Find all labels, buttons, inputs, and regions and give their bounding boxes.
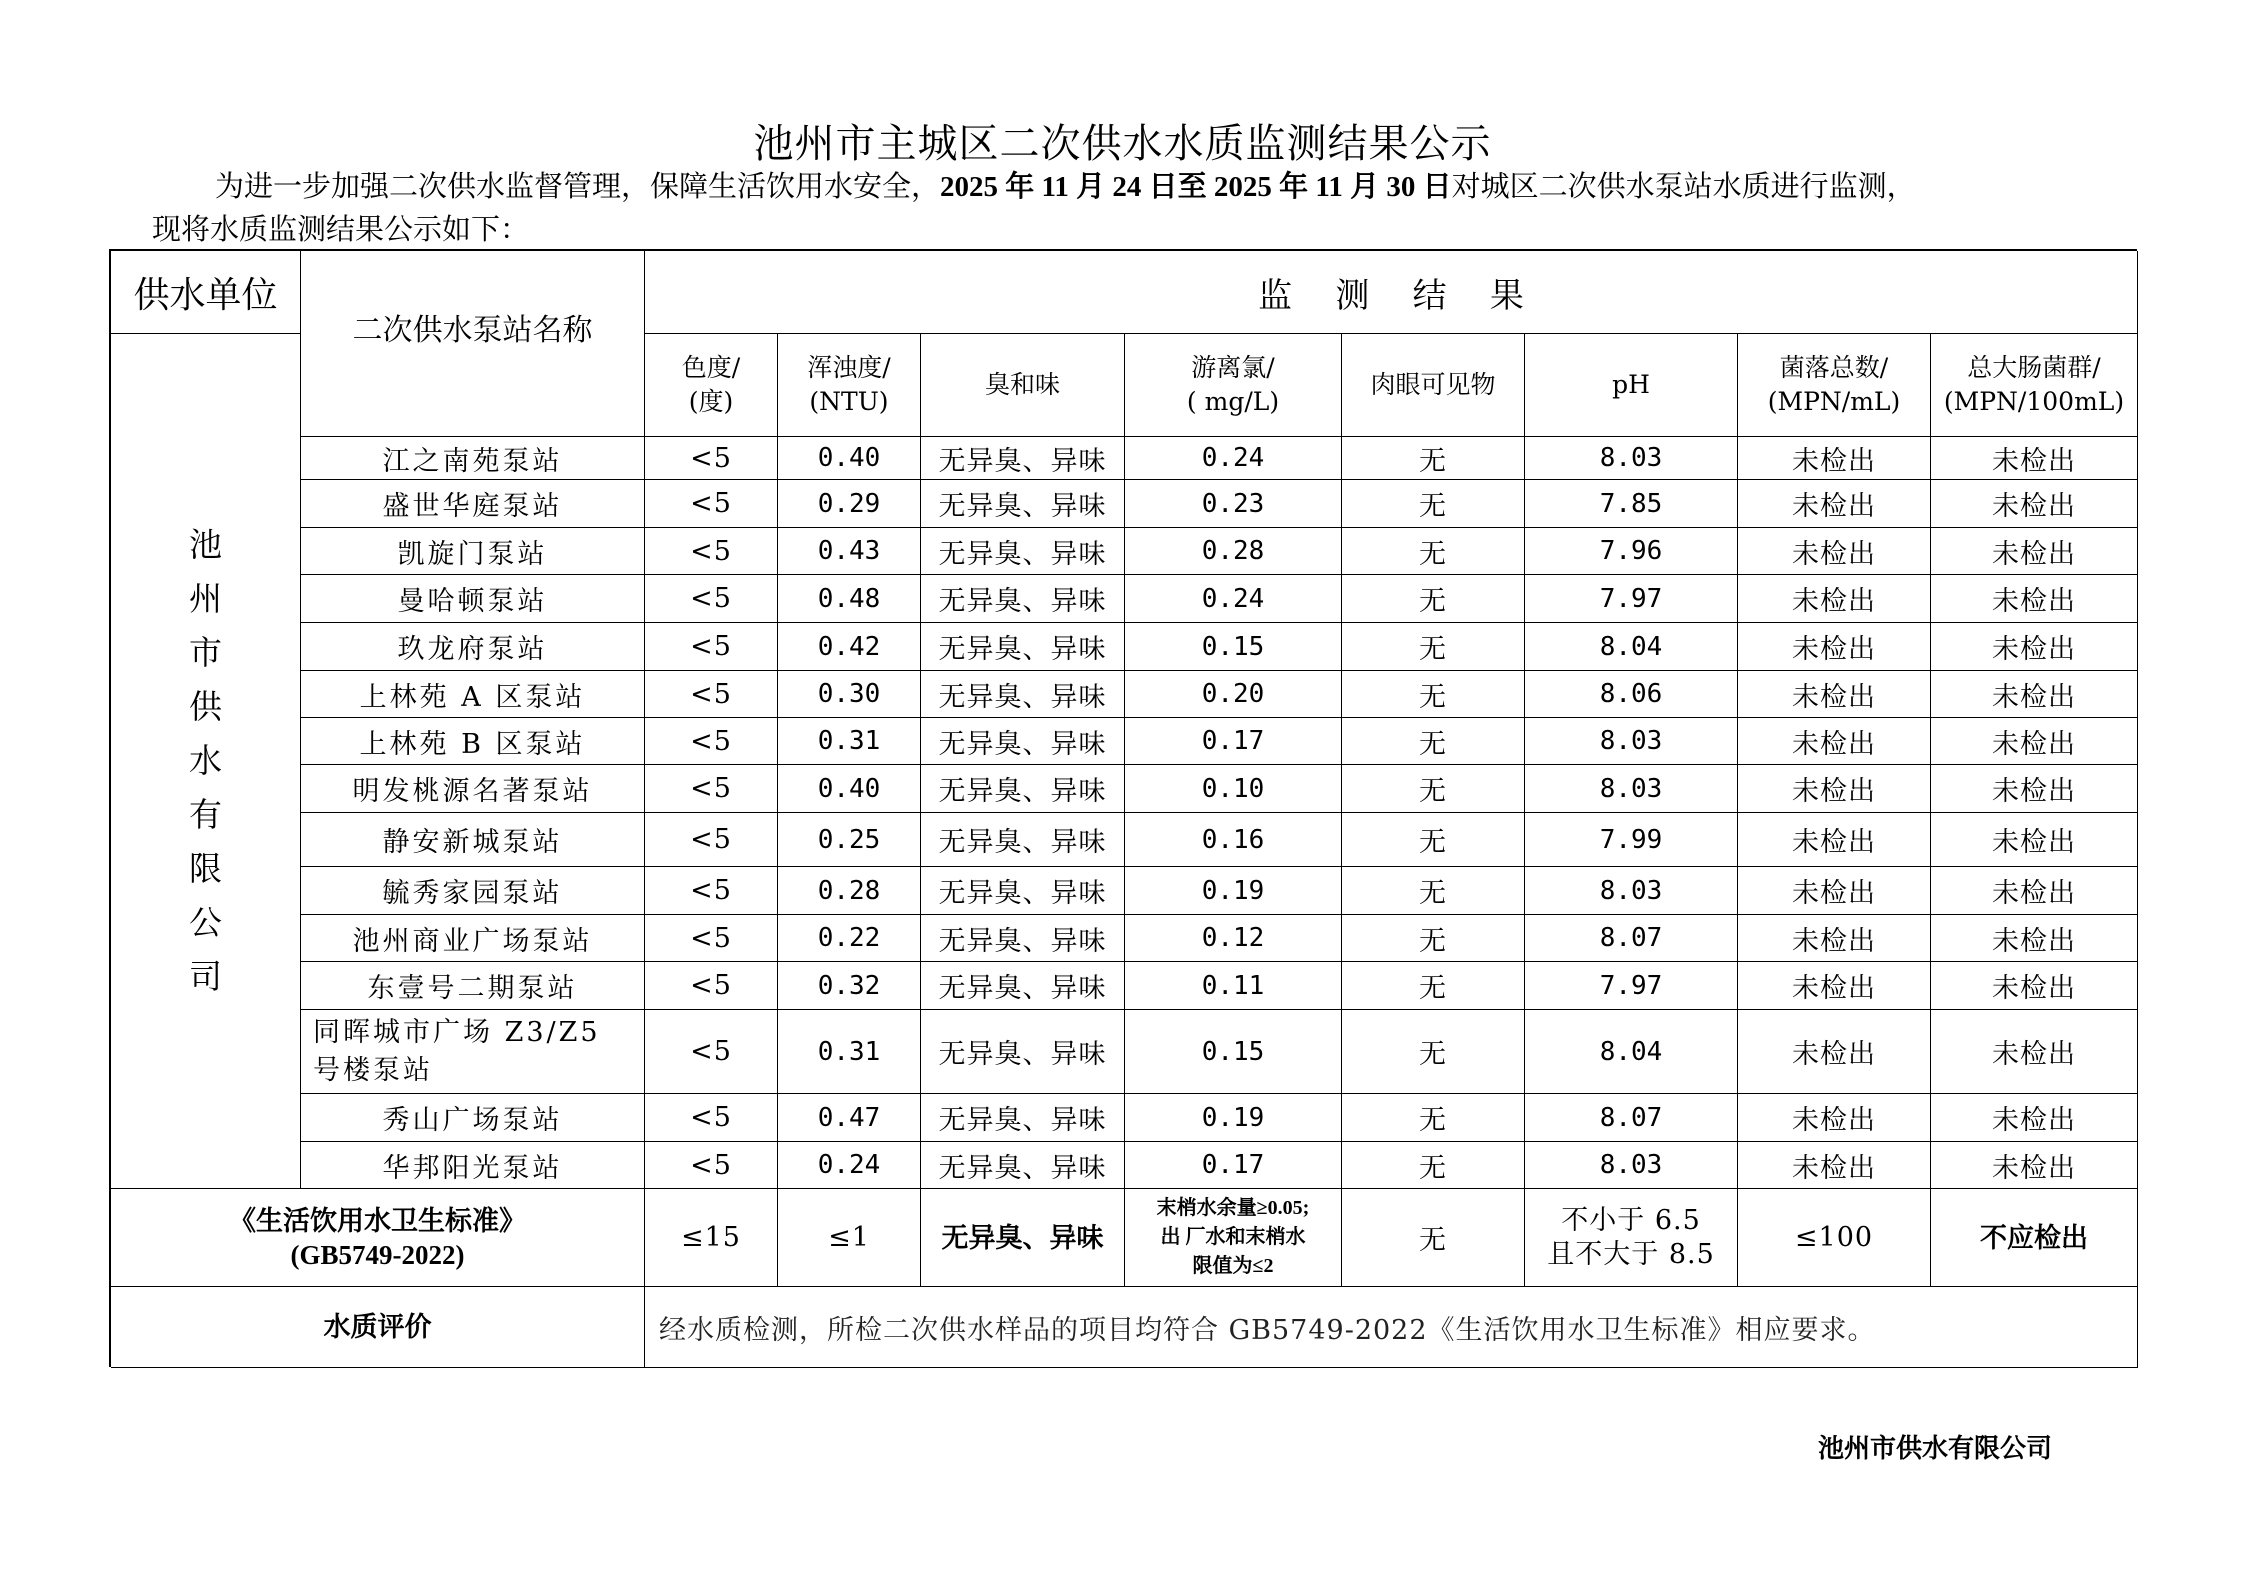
cell-color: <5	[645, 623, 778, 671]
cell-turbidity: 0.29	[778, 480, 921, 528]
station-name: 秀山广场泵站	[301, 1094, 645, 1142]
cell-ph: 8.04	[1525, 1010, 1738, 1094]
column-header	[1525, 334, 1738, 437]
cell-turbidity: 0.24	[778, 1142, 921, 1189]
column-header	[1931, 334, 2138, 437]
column-header-label: 菌落总数/	[1779, 353, 1889, 382]
standard-colonies: ≤100	[1738, 1189, 1931, 1287]
cell-coliform: 未检出	[1931, 623, 2138, 671]
cell-visible: 无	[1342, 528, 1525, 575]
cell-odor: 无异臭、异味	[921, 1142, 1125, 1189]
cell-chlorine: 0.20	[1125, 671, 1342, 718]
column-header-unit: (MPN/100mL)	[1943, 387, 2125, 416]
cell-color: <5	[645, 867, 778, 915]
cell-color: <5	[645, 813, 778, 867]
cell-visible: 无	[1342, 962, 1525, 1010]
cell-odor: 无异臭、异味	[921, 813, 1125, 867]
station-name: 曼哈顿泵站	[301, 575, 645, 623]
cell-colonies: 未检出	[1738, 718, 1931, 765]
standard-label	[111, 1189, 645, 1287]
results-table	[109, 249, 2137, 1367]
standard-color: ≤15	[645, 1189, 778, 1287]
cell-turbidity: 0.43	[778, 528, 921, 575]
cell-visible: 无	[1342, 1010, 1525, 1094]
cell-ph: 8.03	[1525, 718, 1738, 765]
cell-colonies: 未检出	[1738, 813, 1931, 867]
cell-ph: 7.96	[1525, 528, 1738, 575]
column-header	[1738, 334, 1931, 437]
evaluation-label: 水质评价	[111, 1287, 645, 1368]
unit-name-vertical	[111, 334, 301, 1189]
cell-visible: 无	[1342, 718, 1525, 765]
column-header	[1125, 334, 1342, 437]
intro-dates: 2025 年 11 月 24 日至 2025 年 11 月 30 日	[940, 171, 1452, 203]
cell-colonies: 未检出	[1738, 1094, 1931, 1142]
cell-coliform: 未检出	[1931, 962, 2138, 1010]
unit-name-char: 司	[189, 957, 222, 996]
page-title: 池州市主城区二次供水水质监测结果公示	[753, 121, 1492, 167]
cell-colonies: 未检出	[1738, 480, 1931, 528]
cell-odor: 无异臭、异味	[921, 962, 1125, 1010]
cell-chlorine: 0.10	[1125, 765, 1342, 813]
unit-name-char: 水	[189, 741, 222, 780]
station-header	[301, 251, 645, 437]
cell-visible: 无	[1342, 1142, 1525, 1189]
cell-coliform: 未检出	[1931, 915, 2138, 962]
station-name: 华邦阳光泵站	[301, 1142, 645, 1189]
cell-ph: 8.07	[1525, 915, 1738, 962]
chlorine-limit-1: 末梢水余量≥0.05;	[1156, 1197, 1310, 1219]
cell-ph: 8.07	[1525, 1094, 1738, 1142]
column-header-label: 臭和味	[984, 370, 1060, 399]
cell-coliform: 未检出	[1931, 437, 2138, 480]
cell-coliform: 未检出	[1931, 1142, 2138, 1189]
unit-name-char: 有	[189, 795, 222, 834]
chlorine-limit-3: 限值为≤2	[1192, 1255, 1274, 1277]
cell-turbidity: 0.30	[778, 671, 921, 718]
cell-ph: 8.03	[1525, 867, 1738, 915]
standard-code: (GB5749-2022)	[290, 1239, 465, 1270]
cell-visible: 无	[1342, 867, 1525, 915]
cell-colonies: 未检出	[1738, 671, 1931, 718]
cell-color: <5	[645, 1094, 778, 1142]
cell-color: <5	[645, 437, 778, 480]
station-name: 静安新城泵站	[301, 813, 645, 867]
column-header-label: 总大肠菌群/	[1967, 353, 2101, 382]
station-name: 江之南苑泵站	[301, 437, 645, 480]
ph-limit-min: 不小于 6.5	[1561, 1204, 1701, 1236]
cell-color: <5	[645, 765, 778, 813]
cell-color: <5	[645, 718, 778, 765]
cell-odor: 无异臭、异味	[921, 528, 1125, 575]
standard-name: 《生活饮用水卫生标准》	[229, 1205, 526, 1236]
signature: 池州市供水有限公司	[1818, 1434, 2053, 1464]
cell-colonies: 未检出	[1738, 528, 1931, 575]
cell-ph: 8.06	[1525, 671, 1738, 718]
cell-coliform: 未检出	[1931, 813, 2138, 867]
cell-odor: 无异臭、异味	[921, 623, 1125, 671]
cell-coliform: 未检出	[1931, 528, 2138, 575]
standard-visible: 无	[1342, 1189, 1525, 1287]
cell-color: <5	[645, 671, 778, 718]
unit-name-char: 州	[189, 579, 222, 618]
cell-coliform: 未检出	[1931, 1094, 2138, 1142]
cell-ph: 8.03	[1525, 1142, 1738, 1189]
cell-odor: 无异臭、异味	[921, 867, 1125, 915]
cell-odor: 无异臭、异味	[921, 575, 1125, 623]
cell-chlorine: 0.15	[1125, 623, 1342, 671]
cell-ph: 7.97	[1525, 962, 1738, 1010]
cell-visible: 无	[1342, 480, 1525, 528]
intro-prefix: 为进一步加强二次供水监督管理，保障生活饮用水安全，	[215, 169, 941, 203]
cell-chlorine: 0.28	[1125, 528, 1342, 575]
unit-name-char: 市	[189, 633, 222, 672]
station-name: 盛世华庭泵站	[301, 480, 645, 528]
cell-chlorine: 0.19	[1125, 1094, 1342, 1142]
unit-name-char: 公	[189, 903, 222, 942]
intro-paragraph-line1	[215, 164, 1916, 205]
column-header-unit: (MPN/mL)	[1767, 387, 1901, 416]
cell-turbidity: 0.28	[778, 867, 921, 915]
column-header-unit: ( mg/L)	[1186, 387, 1280, 416]
cell-visible: 无	[1342, 671, 1525, 718]
standard-turbidity: ≤1	[778, 1189, 921, 1287]
cell-colonies: 未检出	[1738, 437, 1931, 480]
station-name: 上林苑 B 区泵站	[301, 718, 645, 765]
cell-turbidity: 0.31	[778, 1010, 921, 1094]
station-name: 池州商业广场泵站	[301, 915, 645, 962]
column-header	[921, 334, 1125, 437]
cell-chlorine: 0.24	[1125, 575, 1342, 623]
cell-chlorine: 0.17	[1125, 1142, 1342, 1189]
station-name: 毓秀家园泵站	[301, 867, 645, 915]
cell-odor: 无异臭、异味	[921, 765, 1125, 813]
cell-color: <5	[645, 480, 778, 528]
cell-color: <5	[645, 1010, 778, 1094]
column-header-label: pH	[1612, 370, 1650, 399]
station-name: 玖龙府泵站	[301, 623, 645, 671]
cell-chlorine: 0.11	[1125, 962, 1342, 1010]
cell-odor: 无异臭、异味	[921, 480, 1125, 528]
cell-coliform: 未检出	[1931, 480, 2138, 528]
cell-visible: 无	[1342, 437, 1525, 480]
cell-coliform: 未检出	[1931, 718, 2138, 765]
column-header-unit: (NTU)	[809, 387, 889, 416]
cell-color: <5	[645, 962, 778, 1010]
cell-chlorine: 0.24	[1125, 437, 1342, 480]
cell-color: <5	[645, 915, 778, 962]
cell-turbidity: 0.32	[778, 962, 921, 1010]
results-header-label: 监 测 结 果	[1258, 275, 1524, 316]
cell-coliform: 未检出	[1931, 1010, 2138, 1094]
station-name: 同晖城市广场 Z3/Z5 号楼泵站	[301, 1010, 645, 1094]
standard-chlorine	[1125, 1189, 1342, 1287]
cell-chlorine: 0.17	[1125, 718, 1342, 765]
cell-colonies: 未检出	[1738, 623, 1931, 671]
cell-colonies: 未检出	[1738, 575, 1931, 623]
intro-suffix: 对城区二次供水泵站水质进行监测，	[1451, 169, 1916, 203]
cell-ph: 7.85	[1525, 480, 1738, 528]
column-header-label: 游离氯/	[1191, 353, 1275, 382]
intro-paragraph-line2: 现将水质监测结果公示如下：	[152, 212, 530, 246]
cell-coliform: 未检出	[1931, 765, 2138, 813]
cell-color: <5	[645, 528, 778, 575]
cell-odor: 无异臭、异味	[921, 718, 1125, 765]
station-name: 明发桃源名著泵站	[301, 765, 645, 813]
unit-header: 供水单位	[111, 251, 301, 334]
station-name: 凯旋门泵站	[301, 528, 645, 575]
cell-color: <5	[645, 575, 778, 623]
cell-visible: 无	[1342, 623, 1525, 671]
unit-name-char: 池	[189, 525, 222, 564]
cell-odor: 无异臭、异味	[921, 671, 1125, 718]
cell-colonies: 未检出	[1738, 867, 1931, 915]
column-header-unit: (度)	[688, 387, 734, 416]
cell-chlorine: 0.16	[1125, 813, 1342, 867]
cell-odor: 无异臭、异味	[921, 915, 1125, 962]
cell-ph: 7.99	[1525, 813, 1738, 867]
cell-colonies: 未检出	[1738, 962, 1931, 1010]
cell-ph: 8.04	[1525, 623, 1738, 671]
column-header-label: 肉眼可见物	[1370, 370, 1496, 399]
cell-ph: 8.03	[1525, 437, 1738, 480]
cell-visible: 无	[1342, 765, 1525, 813]
unit-name-char: 供	[189, 687, 222, 726]
cell-coliform: 未检出	[1931, 575, 2138, 623]
column-header	[645, 334, 778, 437]
cell-colonies: 未检出	[1738, 1142, 1931, 1189]
evaluation-text: 经水质检测，所检二次供水样品的项目均符合 GB5749-2022《生活饮用水卫生标准》相应要求。	[645, 1287, 2138, 1368]
cell-visible: 无	[1342, 915, 1525, 962]
cell-colonies: 未检出	[1738, 765, 1931, 813]
chlorine-limit-2: 出 厂水和末梢水	[1160, 1226, 1306, 1248]
unit-name-char: 限	[189, 849, 222, 888]
cell-turbidity: 0.40	[778, 765, 921, 813]
station-header-label: 二次供水泵站名称	[352, 312, 593, 348]
ph-limit-max: 且不大于 8.5	[1547, 1238, 1715, 1270]
cell-ph: 7.97	[1525, 575, 1738, 623]
cell-chlorine: 0.23	[1125, 480, 1342, 528]
standard-coliform: 不应检出	[1931, 1189, 2138, 1287]
cell-visible: 无	[1342, 575, 1525, 623]
cell-color: <5	[645, 1142, 778, 1189]
cell-coliform: 未检出	[1931, 671, 2138, 718]
cell-ph: 8.03	[1525, 765, 1738, 813]
results-header	[645, 251, 2138, 334]
cell-coliform: 未检出	[1931, 867, 2138, 915]
cell-colonies: 未检出	[1738, 915, 1931, 962]
cell-odor: 无异臭、异味	[921, 1094, 1125, 1142]
cell-turbidity: 0.48	[778, 575, 921, 623]
cell-turbidity: 0.42	[778, 623, 921, 671]
column-header	[1342, 334, 1525, 437]
cell-chlorine: 0.15	[1125, 1010, 1342, 1094]
column-header	[778, 334, 921, 437]
cell-turbidity: 0.40	[778, 437, 921, 480]
cell-colonies: 未检出	[1738, 1010, 1931, 1094]
cell-turbidity: 0.22	[778, 915, 921, 962]
cell-turbidity: 0.31	[778, 718, 921, 765]
station-name: 上林苑 A 区泵站	[301, 671, 645, 718]
cell-chlorine: 0.19	[1125, 867, 1342, 915]
cell-chlorine: 0.12	[1125, 915, 1342, 962]
cell-turbidity: 0.47	[778, 1094, 921, 1142]
cell-visible: 无	[1342, 1094, 1525, 1142]
cell-turbidity: 0.25	[778, 813, 921, 867]
standard-ph	[1525, 1189, 1738, 1287]
station-name: 东壹号二期泵站	[301, 962, 645, 1010]
cell-odor: 无异臭、异味	[921, 1010, 1125, 1094]
cell-visible: 无	[1342, 813, 1525, 867]
column-header-label: 色度/	[681, 353, 741, 382]
standard-odor: 无异臭、异味	[921, 1189, 1125, 1287]
column-header-label: 浑浊度/	[807, 353, 891, 382]
cell-odor: 无异臭、异味	[921, 437, 1125, 480]
